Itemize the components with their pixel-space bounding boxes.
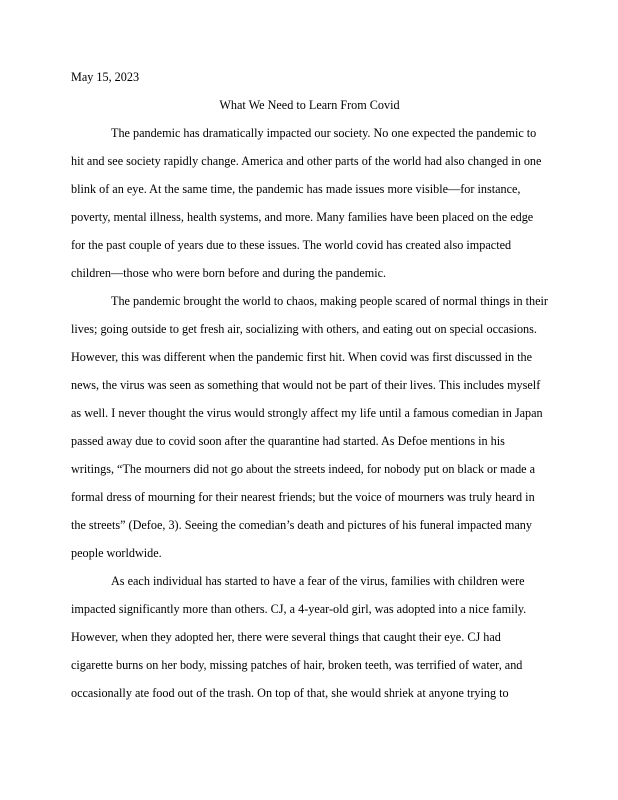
text-line: However, when they adopted her, there were several things that caught their eye. CJ had xyxy=(71,630,501,644)
text-line: As each individual has started to have a fear of the virus, families with children were xyxy=(111,574,525,588)
text-line: formal dress of mourning for their nearest friends; but the voice of mourners was truly heard in xyxy=(71,490,535,504)
paragraph xyxy=(71,567,548,707)
text-line: news, the virus was seen as something that would not be part of their lives. This includes myself xyxy=(71,378,541,392)
text-line: lives; going outside to get fresh air, socializing with others, and eating out on special occasions. xyxy=(71,322,537,336)
text-line: passed away due to covid soon after the quarantine had started. As Defoe mentions in his xyxy=(71,434,505,448)
document-title: What We Need to Learn From Covid xyxy=(219,98,400,112)
paragraph xyxy=(71,119,548,287)
text-line: poverty, mental illness, health systems, and more. Many families have been placed on the edge xyxy=(71,210,534,224)
text-line: hit and see society rapidly change. America and other parts of the world had also changed in one xyxy=(71,154,542,168)
document-text-block xyxy=(71,63,548,707)
text-line: children—those who were born before and during the pandemic. xyxy=(71,266,387,280)
document-body xyxy=(71,119,548,707)
text-line: However, this was different when the pandemic first hit. When covid was first discussed in the xyxy=(71,350,533,364)
paragraph xyxy=(71,287,548,567)
text-line: occasionally ate food out of the trash. On top of that, she would shriek at anyone trying to xyxy=(71,686,509,700)
text-line: The pandemic brought the world to chaos, making people scared of normal things in their xyxy=(111,294,548,308)
text-line: The pandemic has dramatically impacted our society. No one expected the pandemic to xyxy=(111,126,537,140)
text-line: cigarette burns on her body, missing patches of hair, broken teeth, was terrified of water, and xyxy=(71,658,523,672)
text-line: impacted significantly more than others. CJ, a 4-year-old girl, was adopted into a nice family. xyxy=(71,602,527,616)
document-date: May 15, 2023 xyxy=(71,70,140,84)
text-line: people worldwide. xyxy=(71,546,162,560)
text-line: writings, “The mourners did not go about the streets indeed, for nobody put on black or made a xyxy=(71,462,536,476)
text-line: blink of an eye. At the same time, the pandemic has made issues more visible—for instance, xyxy=(71,182,521,196)
text-line: as well. I never thought the virus would strongly affect my life until a famous comedian in Japan xyxy=(71,406,543,420)
text-line: for the past couple of years due to these issues. The world covid has created also impacted xyxy=(71,238,512,252)
text-line: the streets” (Defoe, 3). Seeing the comedian’s death and pictures of his funeral impacted many xyxy=(71,518,532,532)
